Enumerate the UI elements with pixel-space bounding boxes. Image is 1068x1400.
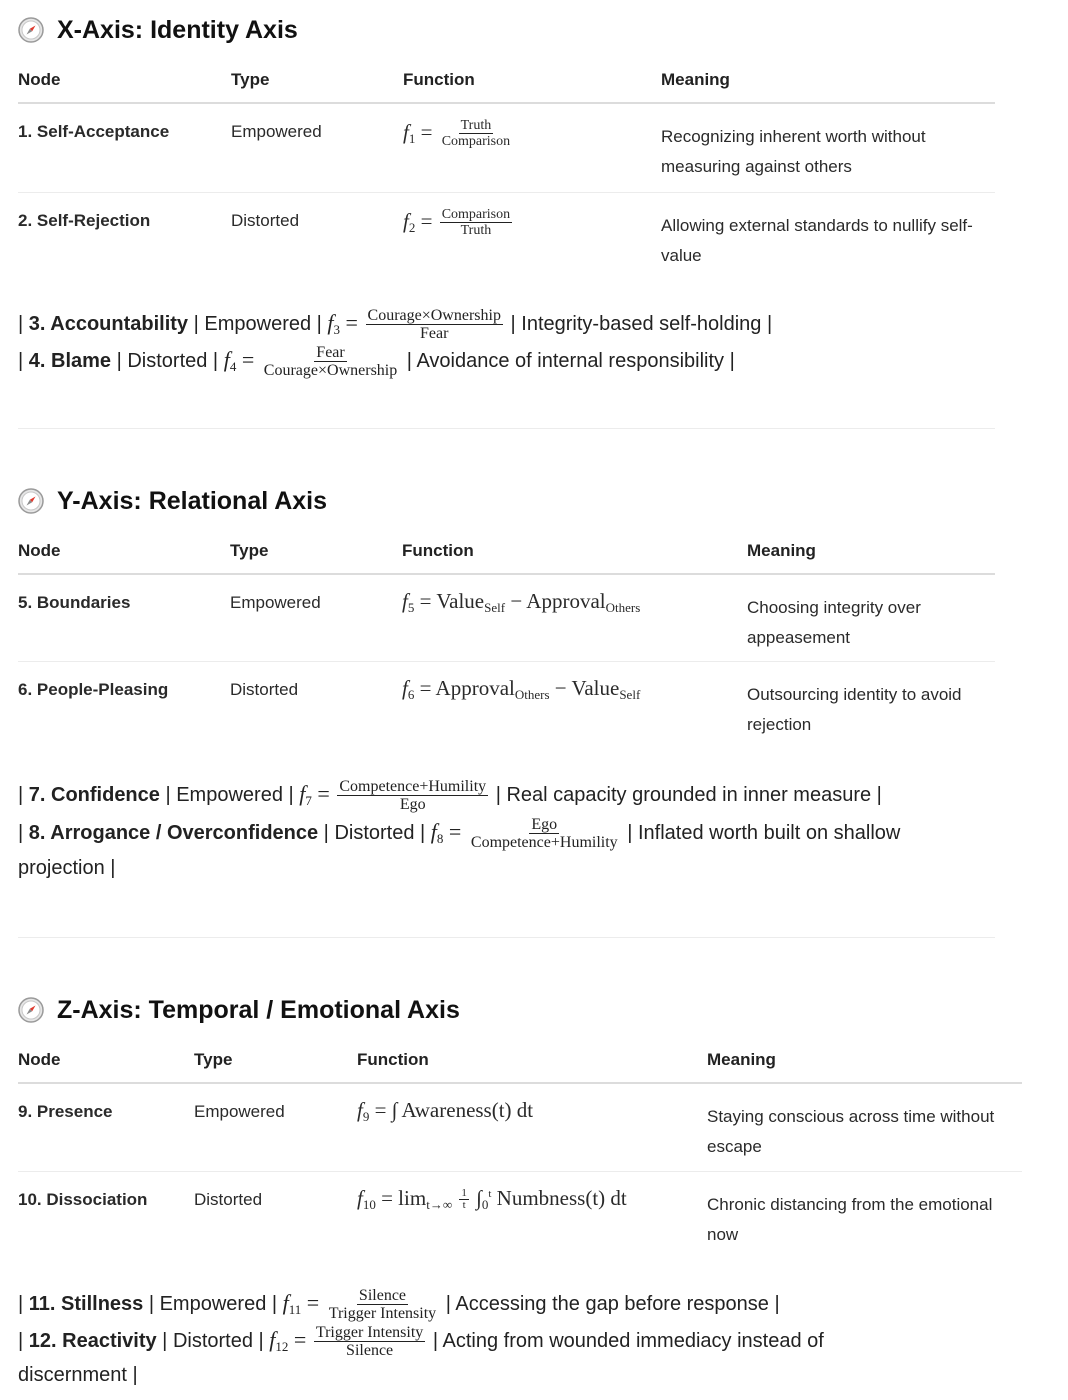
header-function: Function [402,529,747,574]
header-meaning: Meaning [661,58,995,103]
function-cell: $f_5$ = Value$_{Self}$ − Approval$_{Others}$ [402,574,747,661]
compass-icon [18,488,44,514]
table-row [18,192,995,282]
compass-icon [18,997,44,1023]
table-header-row [18,529,995,574]
table-header-row [18,58,995,103]
row-line-blame: | 4. Blame | Distorted | $f_4$ = $\frac{\text{Fear}}{\text{Courage×Ownership}}$ | Avoidance of internal responsibility | [18,344,735,380]
table-row [18,574,995,661]
header-node: Node [18,529,230,574]
node-cell: 2. Self-Rejection [18,210,151,230]
header-node: Node [18,1038,194,1083]
meaning-cell: Recognizing inherent worth without measuring against others [661,103,995,192]
temporal-axis-table [18,1038,1022,1263]
section-divider [18,428,995,429]
row-line-confidence: | 7. Confidence | Empowered | $f_7$ = $\frac{\text{Competence+Humility}}{\text{Ego}}$ | Real capacity grounded in inner measure | [18,778,882,814]
section-title-text: Z-Axis: Temporal / Emotional Axis [57,995,460,1024]
section-title-x [18,13,298,47]
identity-axis-table [18,58,995,282]
header-function: Function [357,1038,707,1083]
node-cell: 6. People-Pleasing [18,679,169,699]
meaning-cell: Choosing integrity over appeasement [747,574,995,661]
compass-icon [18,17,44,43]
section-divider [18,937,995,938]
row-line-arrogance-cont: projection | [18,857,116,879]
node-cell: 9. Presence [18,1083,194,1171]
header-type: Type [194,1038,357,1083]
meaning-cell: Outsourcing identity to avoid rejection [747,684,962,734]
table-row [18,1171,1022,1263]
header-type: Type [230,529,402,574]
section-title-z [18,993,460,1027]
type-cell: Distorted [230,679,299,699]
type-cell: Empowered [231,103,403,192]
function-cell: $f_9$ = ∫ Awareness(t) dt [357,1083,707,1171]
node-cell: 5. Boundaries [18,574,230,661]
type-cell: Distorted [231,210,300,230]
function-cell: $f_1$ = $\frac{\text{Truth}}{\text{Comparison}}$ [403,103,661,192]
node-cell: 1. Self-Acceptance [18,103,231,192]
function-cell: $f_{10} = \lim_{t\to\infty}$ $\frac{1}{t}$ $\int_0^t$ Numbness(t) dt [357,1185,627,1212]
function-cell: $f_6$ = Approval$_{Others}$ − Value$_{Self}$ [402,675,641,702]
header-type: Type [231,58,403,103]
header-node: Node [18,58,231,103]
row-line-arrogance: | 8. Arrogance / Overconfidence | Distorted | $f_8$ = $\frac{\text{Ego}}{\text{Competence+Humility}}$ | Inflated worth built on shallow [18,816,901,852]
table-header-row [18,1038,1022,1083]
meaning-cell: Chronic distancing from the emotional now [707,1194,993,1244]
node-cell: 10. Dissociation [18,1189,148,1209]
meaning-cell: Staying conscious across time without escape [707,1083,1022,1171]
header-meaning: Meaning [707,1038,1022,1083]
header-function: Function [403,58,661,103]
table-row [18,103,995,192]
section-title-text: Y-Axis: Relational Axis [57,486,327,515]
row-line-stillness: | 11. Stillness | Empowered | $f_{11}$ = $\frac{\text{Silence}}{\text{Trigger Intensity}}$ | Accessing the gap before response | [18,1287,780,1323]
row-line-reactivity: | 12. Reactivity | Distorted | $f_{12}$ = $\frac{\text{Trigger Intensity}}{\text{Silence}}$ | Acting from wounded immediacy instead of [18,1324,824,1360]
section-title-y [18,484,327,518]
header-meaning: Meaning [747,529,995,574]
section-title-text: X-Axis: Identity Axis [57,15,298,44]
type-cell: Distorted [194,1189,263,1209]
row-line-accountability: | 3. Accountability | Empowered | $f_3$ = $\frac{\text{Courage×Ownership}}{\text{Fear}}$ | Integrity-based self-holding | [18,307,773,343]
relational-axis-table [18,529,995,751]
function-cell: $f_2$ = $\frac{\text{Comparison}}{\text{Truth}}$ [403,206,511,238]
table-row [18,661,995,751]
row-line-reactivity-cont: discernment | [18,1364,138,1386]
table-row [18,1083,1022,1171]
meaning-cell: Allowing external standards to nullify self-value [661,215,973,265]
type-cell: Empowered [194,1083,357,1171]
type-cell: Empowered [230,574,402,661]
